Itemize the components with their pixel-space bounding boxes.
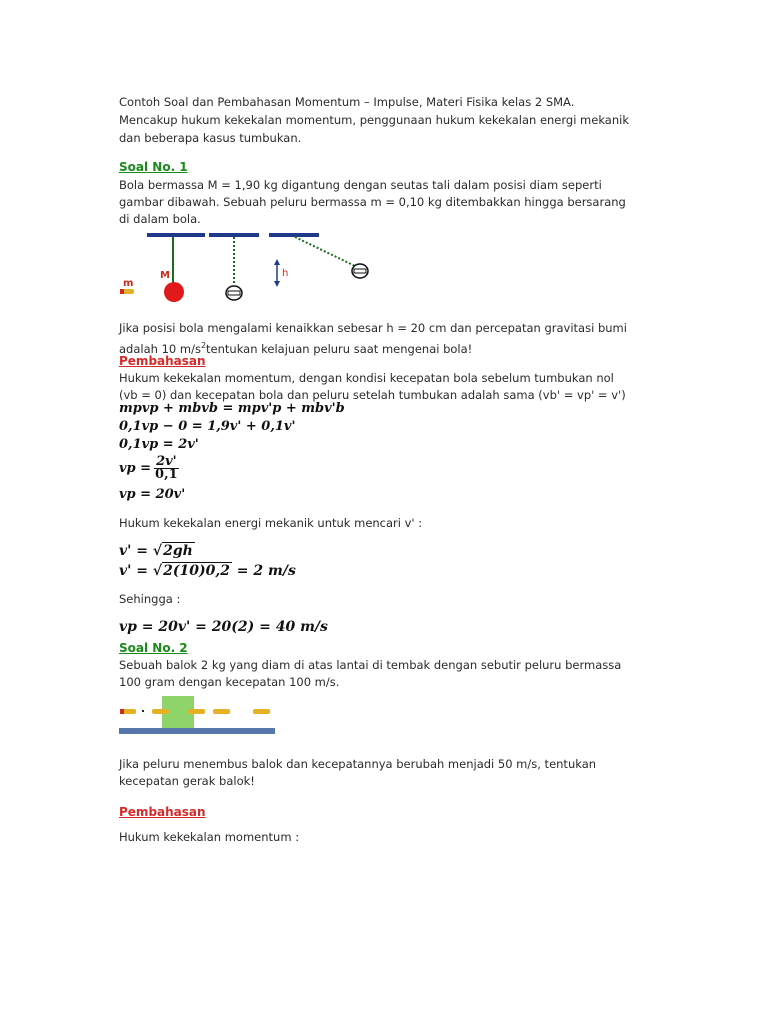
soal-2-text-2: 100 gram dengan kecepatan 100 m/s. (119, 675, 340, 689)
pendulum-diagram (119, 228, 379, 308)
ball-M (164, 282, 184, 302)
equation-8: vp = 20v' = 20(2) = 40 m/s (119, 619, 328, 635)
bullet-exit-2 (213, 709, 230, 714)
pembahasan-2-text: Hukum kekekalan momentum : (119, 830, 300, 844)
soal-2-question-1: Jika peluru menembus balok dan kecepatannya berubah menjadi 50 m/s, tentukan (119, 757, 597, 771)
equation-5: vp = 20v' (119, 487, 186, 502)
equation-2: 0,1vp − 0 = 1,9v' + 0,1v' (119, 419, 296, 434)
soal-1-text-1: Bola bermassa M = 1,90 kg digantung dengan seutas tali dalam posisi diam seperti (119, 178, 602, 192)
ceiling-rod-2 (209, 233, 259, 237)
equation-3: 0,1vp = 2v' (119, 437, 199, 452)
label-M: M (160, 270, 170, 281)
energy-intro: Hukum kekekalan energi mekanik untuk mencari v' : (119, 516, 423, 530)
soal-2-question-2: kecepatan gerak balok! (119, 774, 255, 788)
soal-1-text-2: gambar dibawah. Sebuah peluru bermassa m = 0,10 kg ditembakkan hingga bersarang (119, 195, 626, 209)
ceiling-rod-1 (147, 233, 205, 237)
equation-7: v' = √2(10)0,2 = 2 m/s (119, 563, 296, 579)
intro-line-2: Mencakup hukum kekekalan momentum, penggunaan hukum kekekalan energi mekanik (119, 113, 629, 127)
pembahasan-1-text-1: Hukum kekekalan momentum, dengan kondisi kecepatan bola sebelum tumbukan nol (119, 371, 614, 385)
block-diagram (119, 694, 279, 740)
bullet-exit-3 (253, 709, 270, 714)
bullet-exit-1 (188, 709, 205, 714)
soal-1-heading: Soal No. 1 (119, 160, 188, 174)
soal-2-text-1: Sebuah balok 2 kg yang diam di atas lantai di tembak dengan sebutir peluru bermassa (119, 658, 622, 672)
bullet-in-block (152, 709, 169, 714)
intro-line-3: dan beberapa kasus tumbukan. (119, 131, 302, 145)
soal-1-question-a: Jika posisi bola mengalami kenaikkan sebesar h = 20 cm dan percepatan gravitasi bumi (119, 321, 627, 335)
floor (119, 728, 275, 734)
pembahasan-1-text-2: (vb = 0) dan kecepatan bola dan peluru setelah tumbukan adalah sama (vb' = vp' = v') (119, 388, 626, 402)
pembahasan-2-heading: Pembahasan (119, 805, 206, 819)
pembahasan-1-heading: Pembahasan (119, 354, 206, 368)
label-m: m (123, 278, 134, 289)
intro-line-1: Contoh Soal dan Pembahasan Momentum – Impulse, Materi Fisika kelas 2 SMA. (119, 95, 575, 109)
equation-6: v' = √2gh (119, 543, 193, 559)
soal-1-question-b: adalah 10 $m/s^2tentukan$ kelajuan peluru saat mengenai bola! (119, 341, 473, 356)
soal-2-heading: Soal No. 2 (119, 641, 188, 655)
sehingga-label: Sehingga : (119, 592, 181, 606)
label-h: h (282, 268, 289, 279)
equation-1: mpvp + mbvb = mpv'p + mbv'b (119, 401, 345, 416)
string-3 (295, 237, 355, 266)
equation-4: vp = $\frac{2v'}{0,1}$ (119, 454, 178, 482)
ceiling-rod-3 (269, 233, 319, 237)
soal-1-text-3: di dalam bola. (119, 212, 201, 226)
